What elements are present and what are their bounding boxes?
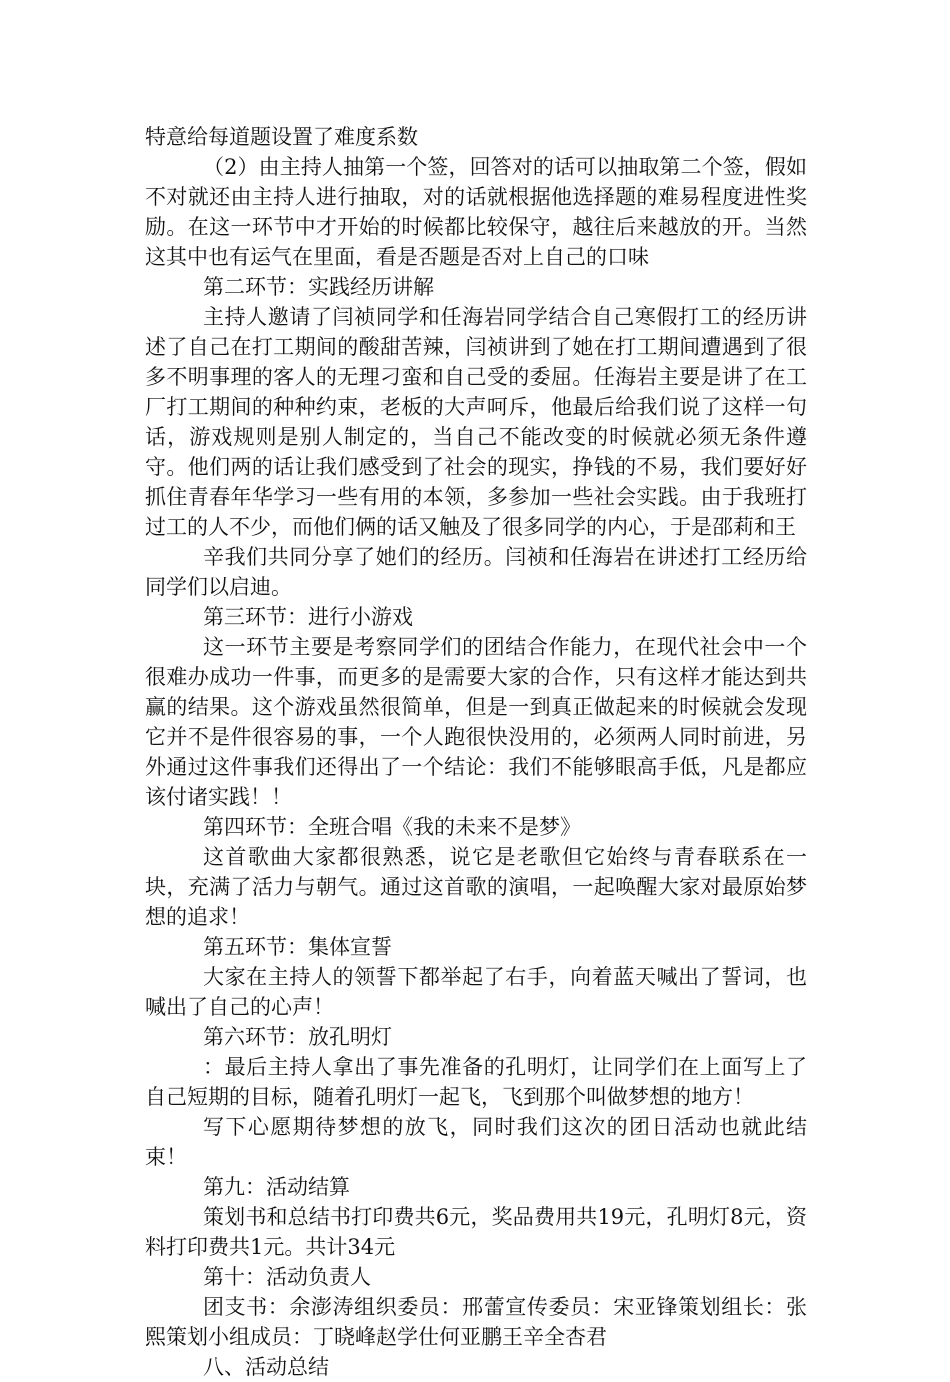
heading-section-9: 第九：活动结算 (203, 1175, 350, 1199)
heading-section-2: 第二环节：实践经历讲解 (203, 275, 434, 299)
document-body (145, 122, 807, 1382)
paragraph-sharing: 辛我们共同分享了她们的经历。闫祯和任海岩在讲述打工经历给同学们以启迪。 (145, 545, 807, 599)
paragraph-wishes: 写下心愿期待梦想的放飞，同时我们这次的团日活动也就此结束！ (145, 1115, 807, 1169)
heading-section-3: 第三环节：进行小游戏 (203, 605, 413, 629)
paragraph-budget: 策划书和总结书打印费共6元，奖品费用共19元，孔明灯8元，资料打印费共1元。共计34元 (145, 1205, 807, 1259)
heading-section-6: 第六环节：放孔明灯 (203, 1025, 392, 1049)
paragraph-lanterns: ：最后主持人拿出了事先准备的孔明灯，让同学们在上面写上了自己短期的目标，随着孔明灯一起飞，飞到那个叫做梦想的地方！ (145, 1055, 807, 1109)
paragraph-organizers: 团支书：余澎涛组织委员：邢蕾宣传委员：宋亚锋策划组长：张熙策划小组成员：丁晓峰赵学仕何亚鹏王辛全杏君 (145, 1295, 807, 1349)
paragraph-difficulty: 特意给每道题设置了难度系数 (145, 125, 418, 149)
heading-section-4: 第四环节：全班合唱《我的未来不是梦》 (203, 815, 581, 839)
paragraph-oath: 大家在主持人的领誓下都举起了右手，向着蓝天喊出了誓词，也喊出了自己的心声！ (145, 965, 807, 1019)
paragraph-song: 这首歌曲大家都很熟悉，说它是老歌但它始终与青春联系在一块，充满了活力与朝气。通过这首歌的演唱，一起唤醒大家对最原始梦想的追求！ (145, 845, 807, 929)
heading-section-10: 第十：活动负责人 (203, 1265, 371, 1289)
heading-section-5: 第五环节：集体宣誓 (203, 935, 392, 959)
paragraph-draw-lots: （2）由主持人抽第一个签，回答对的话可以抽取第二个签，假如不对就还由主持人进行抽取，对的话就根据他选择题的难易程度进性奖励。在这一环节中才开始的时候都比较保守，越往后来越放的开。当然这其中也有运气在里面，看是否题是否对上自己的口味 (145, 155, 807, 269)
paragraph-game: 这一环节主要是考察同学们的团结合作能力，在现代社会中一个很难办成功一件事，而更多的是需要大家的合作，只有这样才能达到共赢的结果。这个游戏虽然很简单，但是一到真正做起来的时候就会发现它并不是件很容易的事，一个人跑很快没用的，必须两人同时前进，另外通过这件事我们还得出了一个结论：我们不能够眼高手低，凡是都应该付诸实践！！ (145, 635, 807, 809)
heading-summary: 八、活动总结 (203, 1355, 329, 1379)
paragraph-work-experience: 主持人邀请了闫祯同学和任海岩同学结合自己寒假打工的经历讲述了自己在打工期间的酸甜苦辣，闫祯讲到了她在打工期间遭遇到了很多不明事理的客人的无理刁蛮和自己受的委屈。任海岩主要是讲了在工厂打工期间的种种约束，老板的大声呵斥，他最后给我们说了这样一句话，游戏规则是别人制定的，当自己不能改变的时候就必须无条件遵守。他们两的话让我们感受到了社会的现实，挣钱的不易，我们要好好抓住青春年华学习一些有用的本领，多参加一些社会实践。由于我班打过工的人不少，而他们俩的话又触及了很多同学的内心，于是邵莉和王 (145, 305, 807, 539)
